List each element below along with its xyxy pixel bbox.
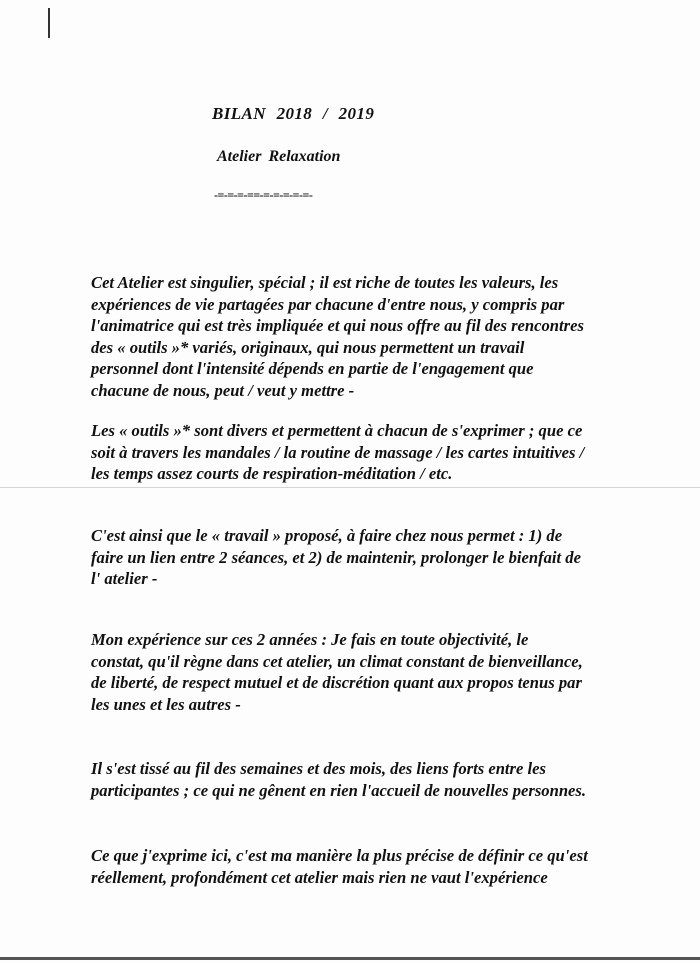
document-title: BILAN 2018 / 2019: [212, 104, 375, 123]
paragraph-liens: Il s'est tissé au fil des semaines et des mois, des liens forts entre les participantes ; ce qui ne gênent en rien l'accueil de nouvelles personnes.: [91, 759, 587, 800]
paragraph-experience: Mon expérience sur ces 2 années : Je fais en toute objectivité, le constat, qu'il règne dans cet atelier, un climat constant de bienveillance, de liberté, de respect mutuel et de discrétion quant aux propos tenus par les unes et les autres -: [91, 630, 583, 714]
paragraph-travail: C'est ainsi que le « travail » proposé, à faire chez nous permet : 1) de faire un lien entre 2 séances, et 2) de maintenir, prolonger le bienfait de l' atelier -: [91, 526, 581, 588]
page-bottom-edge: [0, 957, 700, 960]
page-edge-mark: [48, 8, 50, 38]
document-subtitle: Atelier Relaxation: [217, 148, 341, 165]
paragraph-conclusion: Ce que j'exprime ici, c'est ma manière la plus précise de définir ce qu'est réellement, profondément cet atelier mais rien ne vaut l'expérience: [91, 846, 588, 887]
scan-fold-line: [0, 487, 700, 488]
paragraph-outils: Les « outils »* sont divers et permettent à chacun de s'exprimer ; que ce soit à travers les mandales / la routine de massage / les cartes intuitives / les temps assez courts de respiration-méditation / etc.: [91, 421, 585, 483]
paragraph-intro: Cet Atelier est singulier, spécial ; il est riche de toutes les valeurs, les expériences de vie partagées par chacune d'entre nous, y compris par l'animatrice qui est très impliquée et qui nous offre au fil des rencontres des « outils »* variés, originaux, qui nous permettent un travail personnel dont l'intensité dépends en partie de l'engagement que chacune de nous, peut / veut y mettre -: [91, 273, 584, 400]
title-separator: -=-=-=-==-=-=-=-=-=-: [214, 188, 313, 202]
